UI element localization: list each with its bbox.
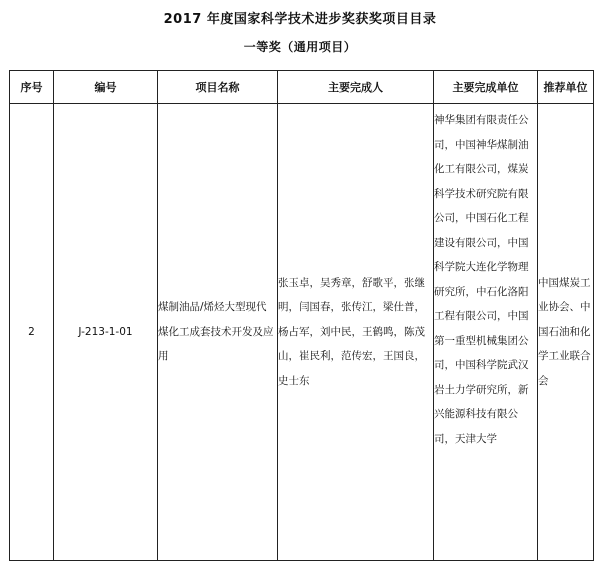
header-main-units: 主要完成单位 (434, 71, 538, 104)
cell-main-units: 神华集团有限责任公司，中国神华煤制油化工有限公司，煤炭科学技术研究院有限公司，中国石化工程建设有限公司，中国科学院大连化学物理研究所，中石化洛阳工程有限公司，中国第一重型机械集团公司，中国科学院武汉岩土力学研究所，新兴能源科技有限公司，天津大学 (434, 104, 538, 561)
award-table (9, 70, 594, 561)
cell-recommender: 中国煤炭工业协会、中国石油和化学工业联合会 (538, 104, 594, 561)
cell-code: J-213-1-01 (54, 104, 158, 561)
header-main-persons: 主要完成人 (278, 71, 434, 104)
header-code: 编号 (54, 71, 158, 104)
cell-seq: 2 (10, 104, 54, 561)
header-seq: 序号 (10, 71, 54, 104)
table-row (10, 104, 594, 561)
cell-main-persons: 张玉卓，吴秀章，舒歌平，张继明，闫国春，张传江，梁仕普，杨占军，刘中民，王鹤鸣，陈茂山，崔民利，范传宏，王国良，史士东 (278, 104, 434, 561)
header-project-name: 项目名称 (158, 71, 278, 104)
table-header-row (10, 71, 594, 104)
cell-project-name: 煤制油品/烯烃大型现代煤化工成套技术开发及应用 (158, 104, 278, 561)
award-category: 一等奖（通用项目） (243, 40, 357, 54)
header-recommender: 推荐单位 (538, 71, 594, 104)
page-title: 2017 年度国家科学技术进步奖获奖项目目录 (163, 12, 437, 27)
